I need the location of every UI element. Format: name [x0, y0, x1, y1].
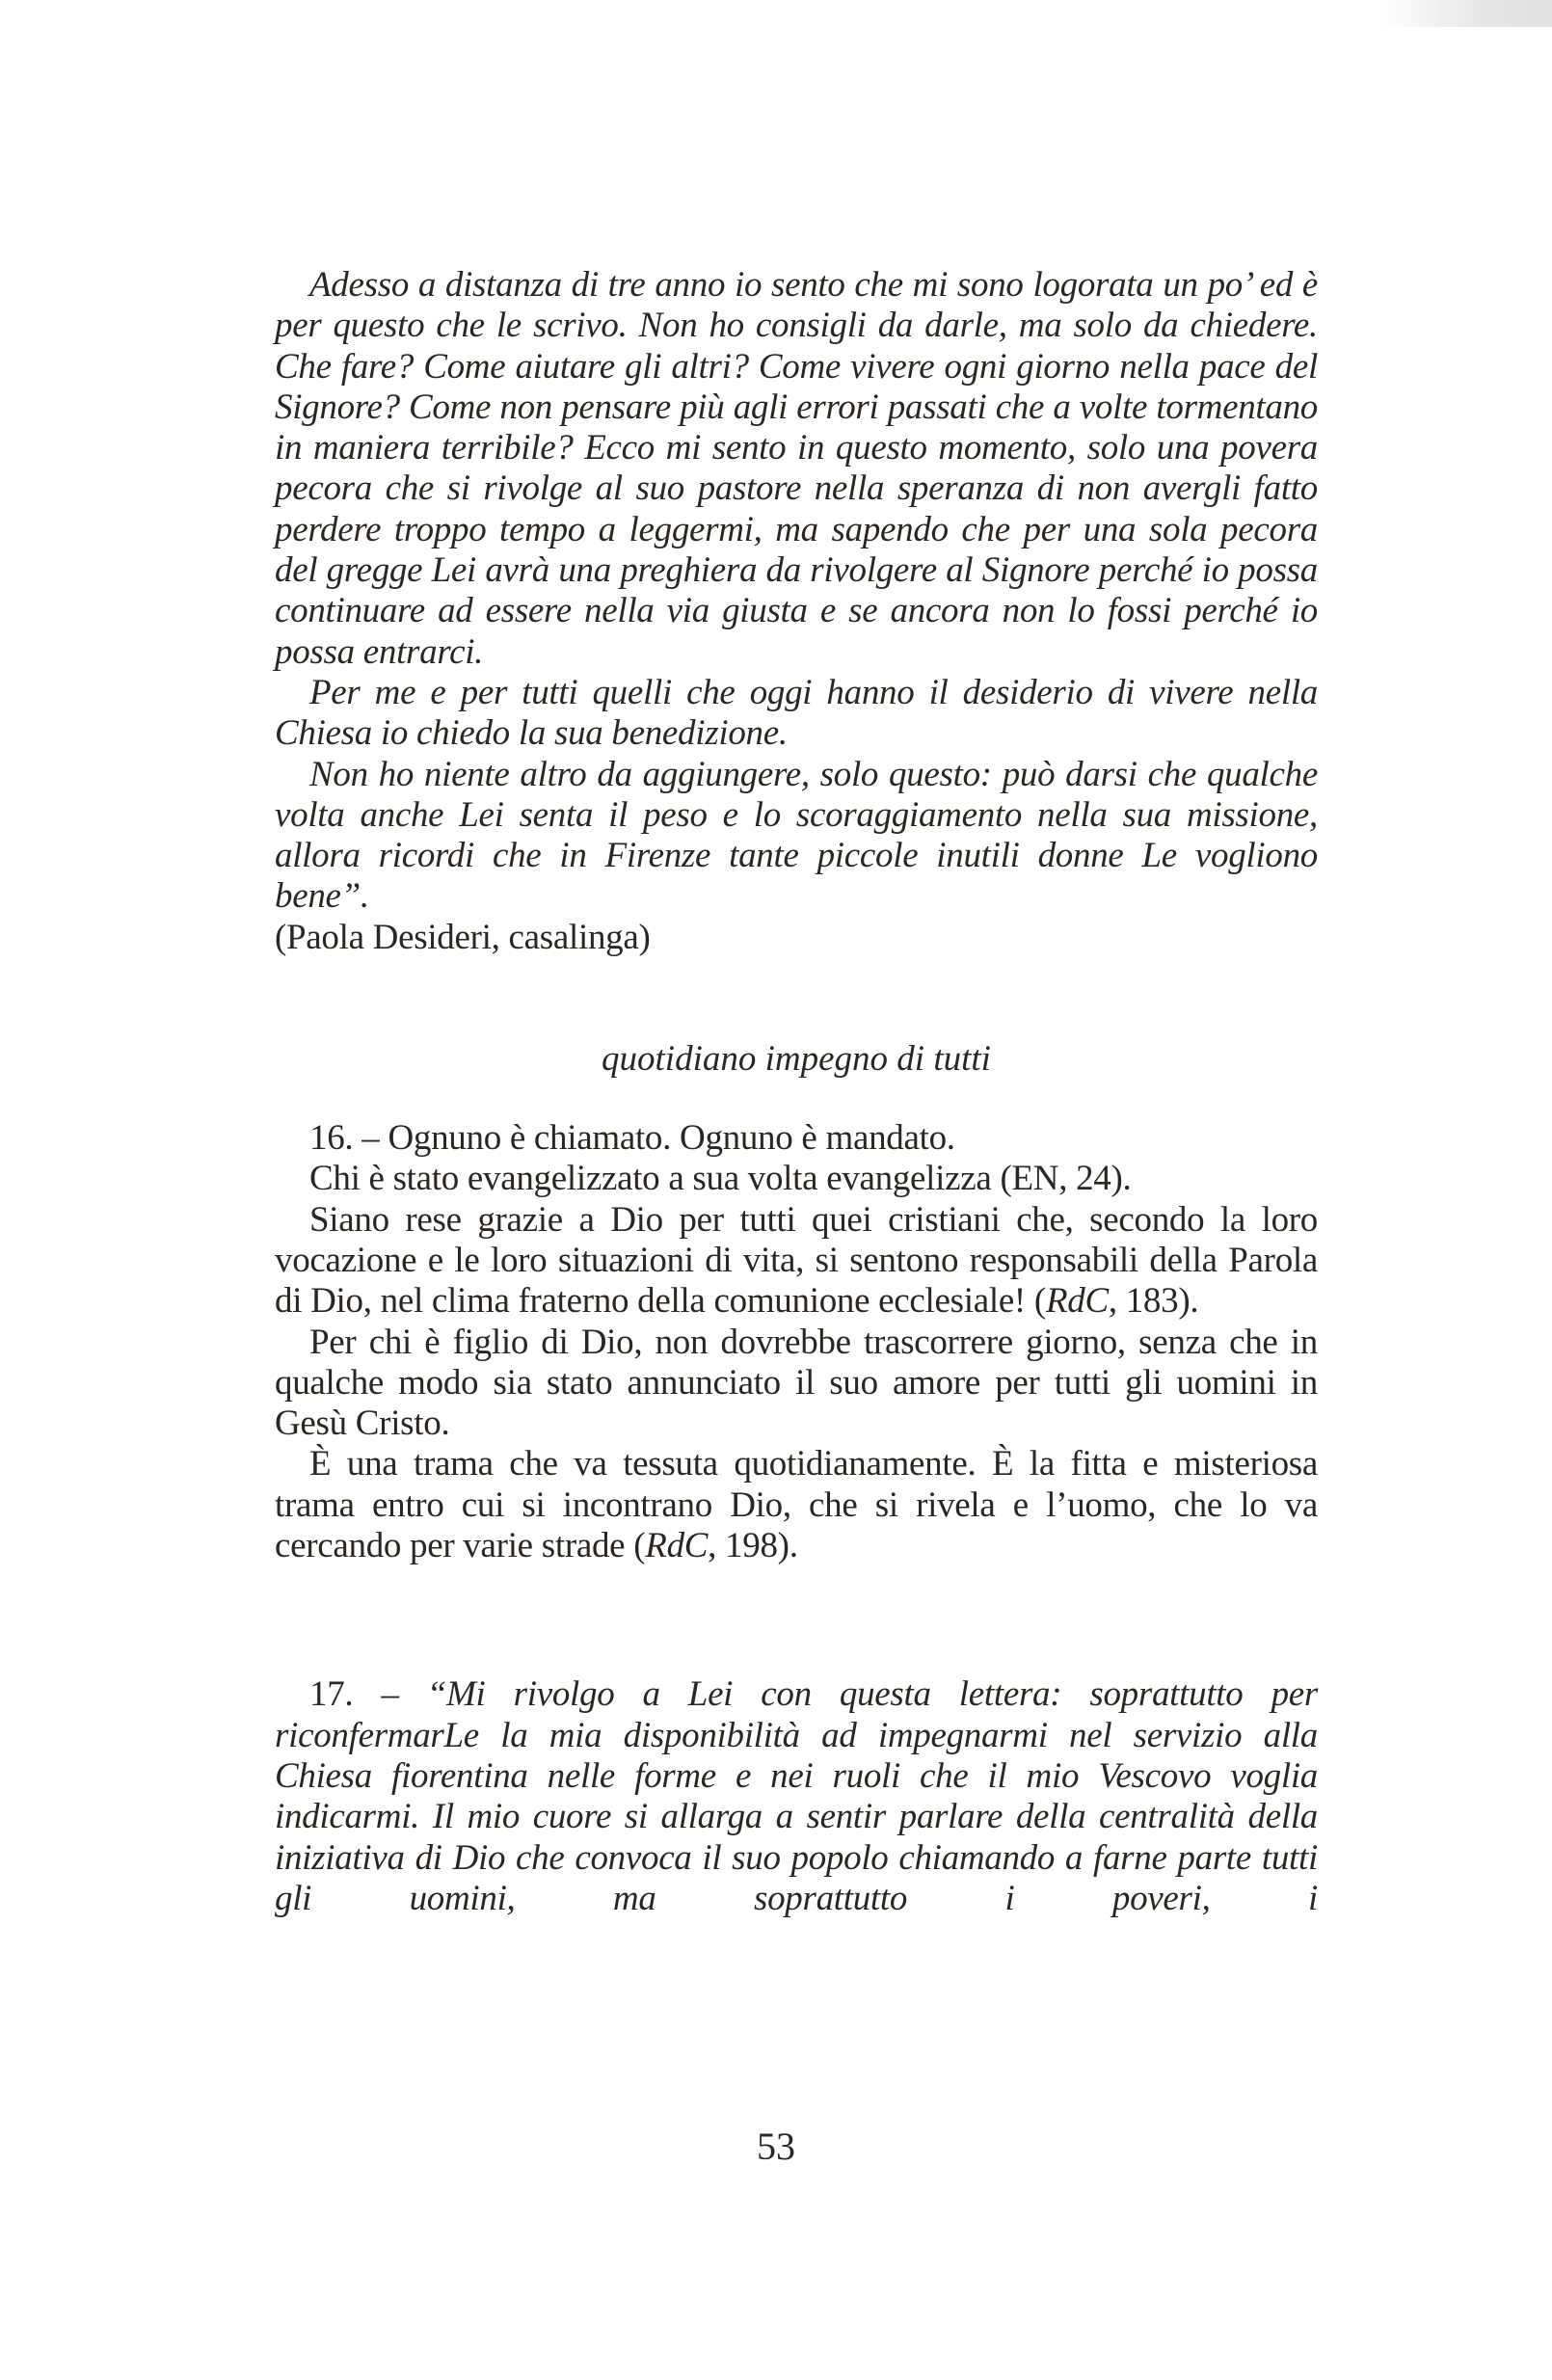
section-17-number: 17. –: [309, 1674, 399, 1715]
section-16-lead-text: Ognuno è chiamato. Ognuno è mandato.: [388, 1118, 955, 1159]
page-number: 53: [757, 2125, 795, 2168]
reference-number: , 183).: [1108, 1281, 1199, 1322]
section-16-lead: [275, 1118, 1318, 1159]
scan-edge-shadow: [1378, 0, 1552, 27]
section-heading: quotidiano impegno di tutti: [602, 1039, 991, 1080]
reference-number: , 198).: [708, 1526, 798, 1566]
section-17-paragraph: [275, 1674, 1318, 1919]
letter-paragraph-2: Per me e per tutti quelli che oggi hanno il desiderio di vivere nella Chiesa io chiedo la sua benedizione.: [275, 672, 1318, 754]
section-16-paragraph-3: [275, 1200, 1318, 1323]
reference-rdc: RdC: [645, 1526, 709, 1566]
section-16-paragraph-4: Per chi è figlio di Dio, non dovrebbe trascorrere giorno, senza che in qualche modo sia stato annunciato il suo amore per tutti gli uomini in Gesù Cristo.: [275, 1322, 1318, 1444]
letter-attribution: (Paola Desideri, casalinga): [275, 917, 651, 957]
section-17: [275, 1674, 1318, 1919]
section-16-paragraph-3-text: Siano rese grazie a Dio per tutti quei cristiani che, secondo la loro vocazione e le loro situazioni di vita, si sentono responsabili della Parola di Dio, nel clima fraterno della comunione ecclesiale! (: [275, 1199, 1318, 1322]
section-16: [275, 1118, 1318, 1566]
section-16-paragraph-5-text: È una trama che va tessuta quotidianamente. È la fitta e misteriosa trama entro cui si incontrano Dio, che si rivela e l’uomo, che lo va cercando per varie strade (: [275, 1444, 1318, 1566]
section-17-text: “Mi rivolgo a Lei con questa lettera: soprattutto per riconfermarLe la mia disponibilità ad impegnarmi nel servizio alla Chiesa fiorentina nelle forme e nei ruoli che il mio Vescovo voglia indicarmi. Il mio cuore si allarga a sentir parlare della centralità della iniziativa di Dio che convoca il suo popolo chiamando a farne parte tutti gli uomini, ma soprattutto i poveri, i: [275, 1674, 1318, 1918]
letter-paragraph-3: Non ho niente altro da aggiungere, solo questo: può darsi che qualche volta anche Lei senta il peso e lo scoraggiamento nella sua missione, allora ricordi che in Firenze tante piccole inutili donne Le vogliono bene”.: [275, 754, 1318, 917]
page-body: [275, 265, 1318, 1919]
reference-rdc: RdC: [1045, 1281, 1109, 1322]
letter-paragraph-1: Adesso a distanza di tre anno io sento che mi sono logorata un po’ ed è per questo che le scrivo. Non ho consigli da darle, ma solo da chiedere. Che fare? Come aiutare gli altri? Come vivere ogni giorno nella pace del Signore? Come non pensare più agli errori passati che a volte tormentano in maniera terribile? Ecco mi sento in questo momento, solo una povera pecora che si rivolge al suo pastore nella speranza di non avergli fatto perdere troppo tempo a leggermi, ma sapendo che per una sola pecora del gregge Lei avrà una preghiera da rivolgere al Signore perché io possa continuare ad essere nella via giusta e se ancora non lo fossi perché io possa entrarci.: [275, 265, 1318, 672]
section-16-paragraph-5: [275, 1444, 1318, 1566]
section-16-paragraph-2: Chi è stato evangelizzato a sua volta evangelizza (EN, 24).: [309, 1159, 1132, 1199]
section-16-number: 16. –: [309, 1118, 380, 1159]
